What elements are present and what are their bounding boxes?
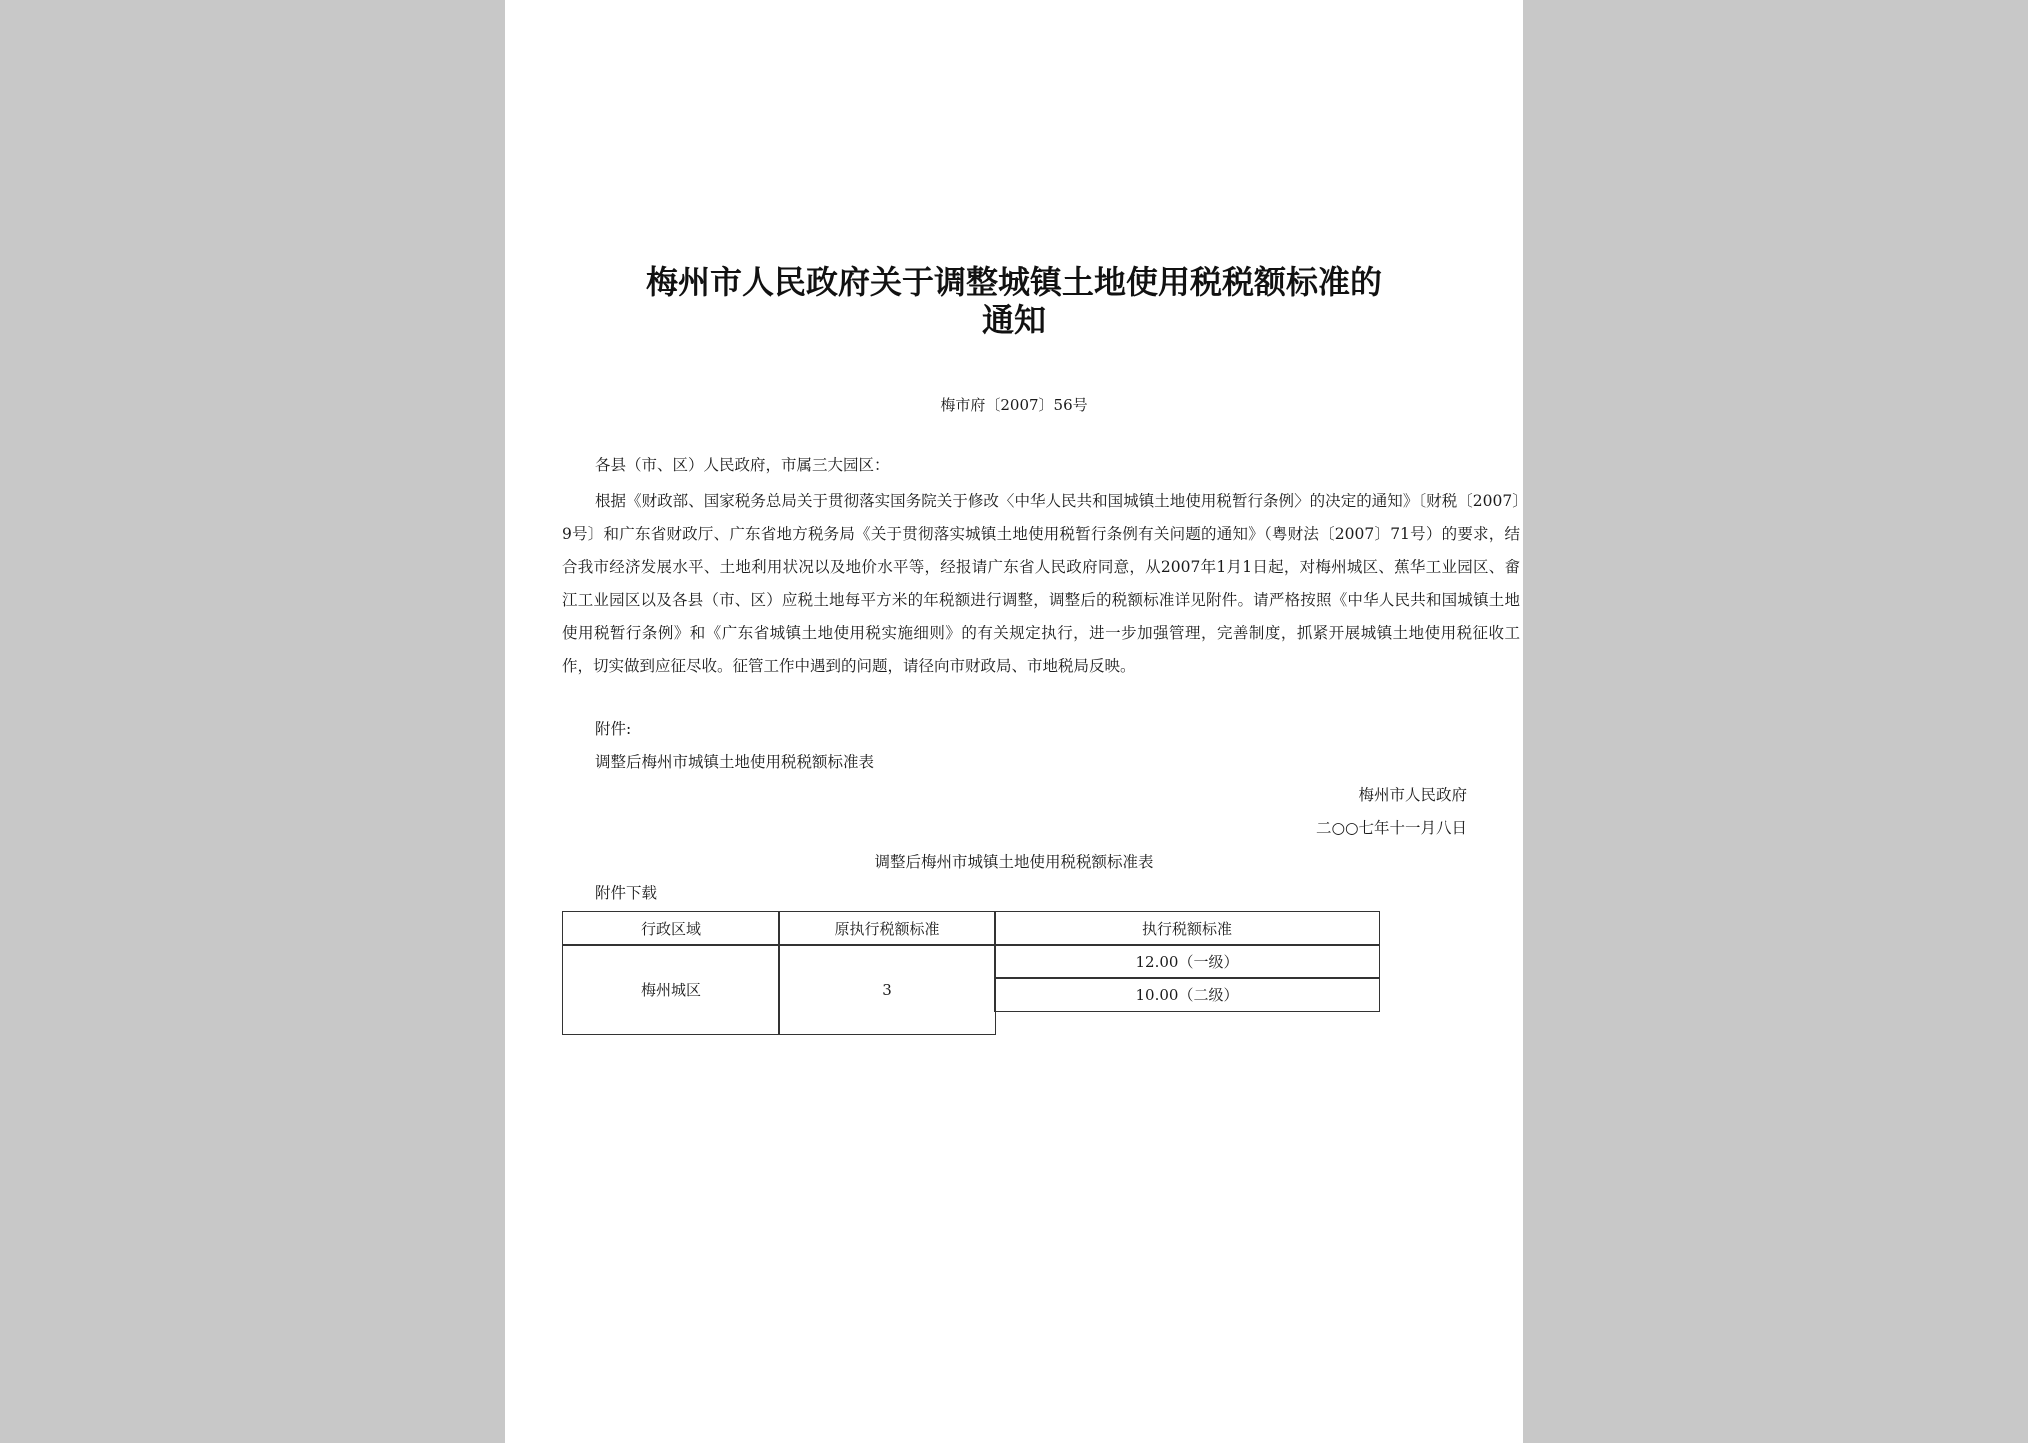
table-header-original: 原执行税额标准 [778, 911, 996, 946]
table-cell-new-level1: 12.00（一级） [994, 944, 1380, 979]
signature-org: 梅州市人民政府 [1358, 786, 1467, 804]
attachment-item-link[interactable]: 调整后梅州市城镇土地使用税税额标准表 [595, 753, 875, 771]
signature-date: 二○○七年十一月八日 [1315, 819, 1467, 837]
body-paragraph: 根据《财政部、国家税务总局关于贯彻落实国务院关于修改〈中华人民共和国城镇土地使用税暂行条例〉的决定的通知》〔财税〔2007〕9号〕和广东省财政厅、广东省地方税务局《关于贯彻落实城镇土地使用税暂行条例有关问题的通知》（粤财法〔2007〕71号）的要求，结合我市经济发展水平、土地利用状况以及地价水平等，经报请广东省人民政府同意，从2007年1月1日起，对梅州城区、蕉华工业园区、畲江工业园区以及各县（市、区）应税土地每平方米的年税额进行调整，调整后的税额标准详见附件。请严格按照《中华人民共和国城镇土地使用税暂行条例》和《广东省城镇土地使用税实施细则》的有关规定执行，进一步加强管理，完善制度，抓紧开展城镇土地使用税征收工作，切实做到应征尽收。征管工作中遇到的问题，请径向市财政局、市地税局反映。 [562, 492, 1520, 675]
table-cell-region: 梅州城区 [562, 944, 780, 1035]
table-header-new: 执行税额标准 [994, 911, 1380, 946]
table-header-region: 行政区域 [562, 911, 780, 946]
attachment-label: 附件: [595, 720, 632, 738]
table-title: 调整后梅州市城镇土地使用税税额标准表 [874, 853, 1154, 871]
document-page [505, 0, 1523, 1443]
table-cell-original: 3 [778, 944, 996, 1035]
document-title-line2: 通知 [981, 301, 1046, 339]
document-title-line1: 梅州市人民政府关于调整城镇土地使用税税额标准的 [645, 263, 1382, 301]
document-number: 梅市府〔2007〕56号 [940, 396, 1088, 414]
attachment-download-link[interactable]: 附件下载 [595, 884, 658, 902]
salutation: 各县（市、区）人民政府，市属三大园区： [595, 456, 890, 474]
table-cell-new-level2: 10.00（二级） [994, 977, 1380, 1012]
